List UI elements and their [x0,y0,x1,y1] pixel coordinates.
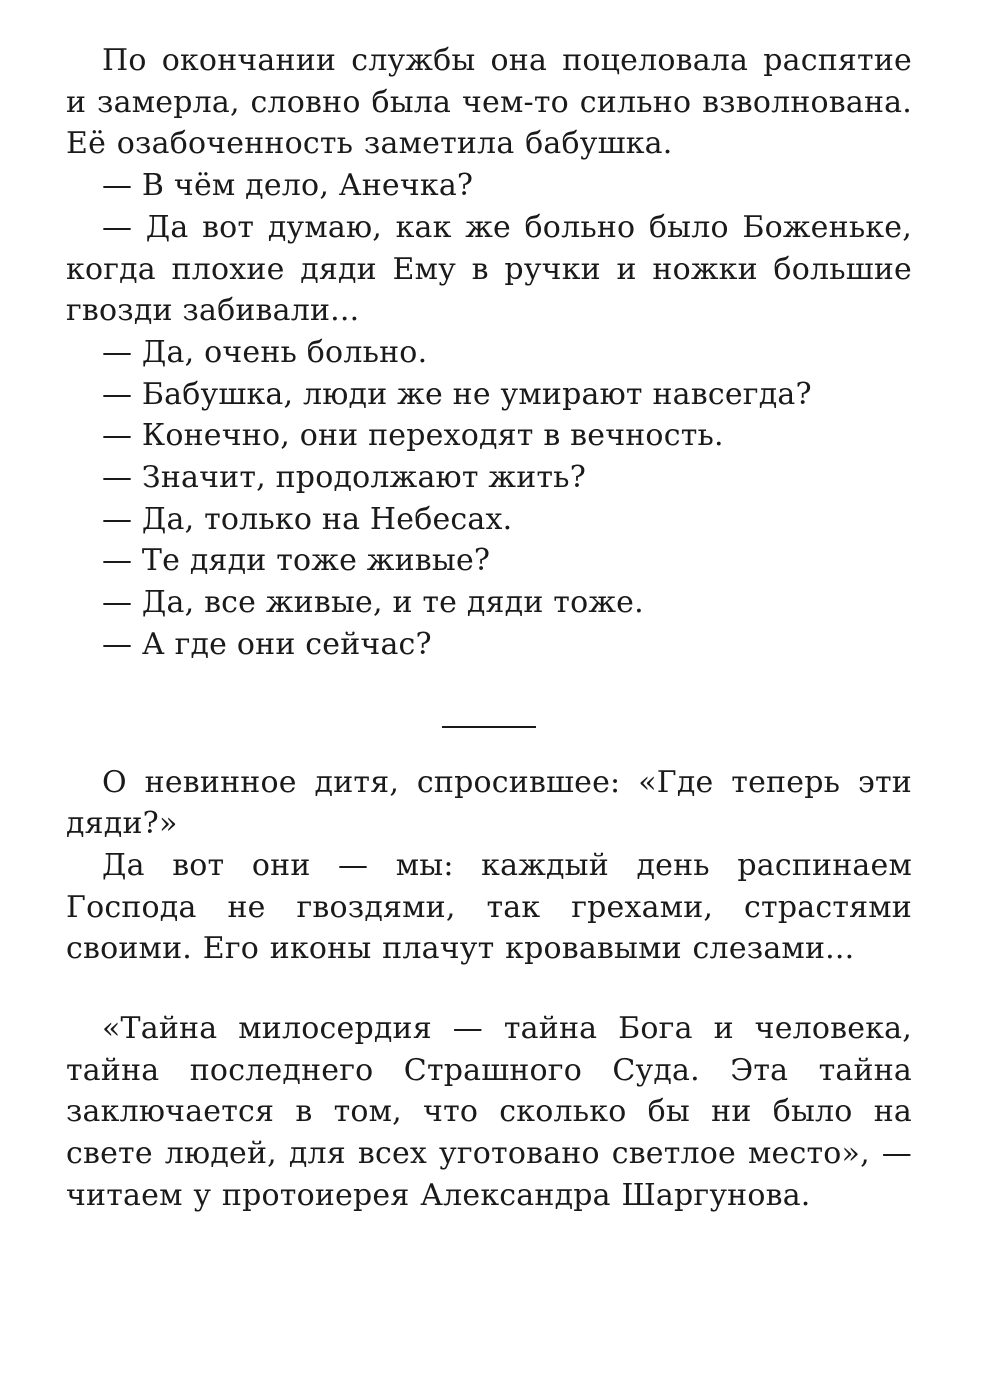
dialogue-line: — А где они сейчас? [102,626,432,662]
reflection-paragraph-2: Да вот они — мы: каждый день распинаем Господа не гвоздями, так грехами, страстями своими. Его иконы плачут кровавыми слезами... [66,847,912,967]
dialogue-line: — Те дяди тоже живые? [102,543,491,579]
page-content [66,40,912,1217]
dialogue-line: — Да, очень больно. [102,334,428,370]
intro-paragraph: По окончании службы она поцеловала распятие и замерла, словно была чем-то сильно взволнована. Её озабоченность заметила бабушка. [66,43,912,162]
dialogue-line: — Да, все живые, и те дяди тоже. [102,585,644,621]
quote-paragraph: «Тайна милосердия — тайна Бога и человека, тайна последнего Страшного Суда. Эта тайна заключается в том, что сколько бы ни было на свете людей, для всех уготовано светлое место», — читаем у протоиерея Александра Шаргунова. [66,1011,912,1213]
dialogue-line: — В чём дело, Анечка? [102,168,474,204]
dialogue-line: — Значит, продолжают жить? [102,460,586,496]
reflection-paragraph-1: О невинное дитя, спросившее: «Где теперь эти дяди?» [66,764,912,842]
dialogue-line: — Бабушка, люди же не умирают навсегда? [102,376,812,412]
dialogue-line: — Да, только на Небесах. [102,501,513,537]
dialogue-line: — Да вот думаю, как же больно было Боженьке, когда плохие дяди Ему в ручки и ножки большие гвозди забивали... [66,209,912,329]
dialogue-line: — Конечно, они переходят в вечность. [102,418,724,454]
